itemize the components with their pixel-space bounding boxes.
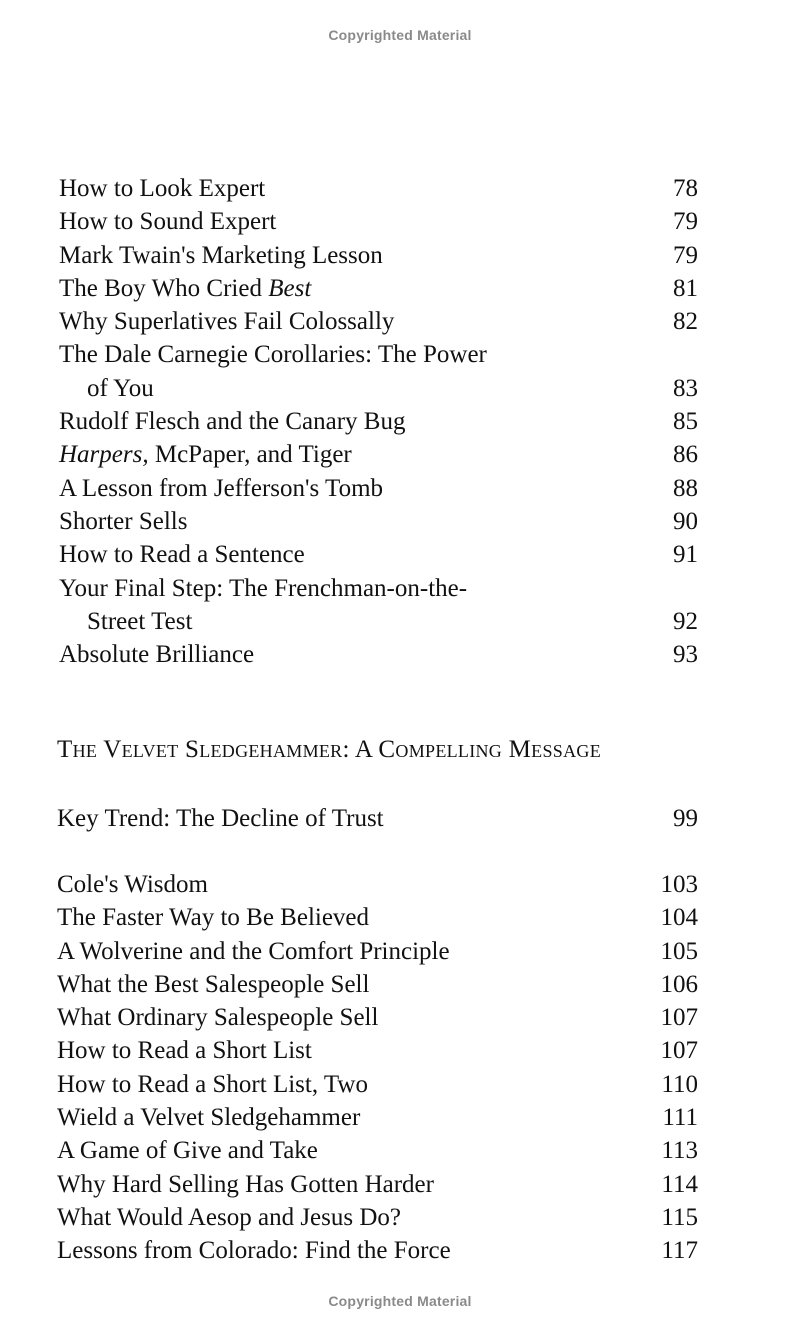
toc-entry-title-text: What the Best Salespeople Sell [57, 970, 370, 998]
toc-entry [0, 172, 800, 205]
toc-entry [0, 438, 800, 471]
toc-entry-title-text: A Wolverine and the Comfort Principle [57, 937, 450, 965]
toc-entry-title [87, 605, 192, 638]
toc-entry-title [59, 239, 383, 272]
toc-entry-title [59, 638, 254, 671]
toc-entry-title [59, 572, 467, 605]
toc-entry-title [59, 305, 394, 338]
toc-entry-title-text: What Would Aesop and Jesus Do? [57, 1203, 402, 1231]
toc-entry-page-number: 79 [673, 208, 698, 236]
toc-entry-title [57, 935, 450, 968]
toc-entry-page-number: 90 [673, 507, 698, 535]
toc-entry-title-text: What Ordinary Salespeople Sell [57, 1004, 379, 1032]
toc-entry-page-number: 105 [660, 937, 698, 965]
toc-entry-title-text: Street Test [87, 607, 193, 635]
toc-entry-title [57, 1234, 451, 1267]
toc-entry-title [59, 405, 405, 438]
toc-entry [0, 1234, 800, 1267]
toc-entry [0, 572, 800, 605]
toc-entry [0, 1034, 800, 1067]
toc-entry-title-text: McPaper, and Tiger [148, 441, 352, 469]
toc-entry [0, 1101, 800, 1134]
toc-entry-title-text: The Dale Carnegie Corollaries: The Power [59, 341, 487, 369]
toc-entry-page-number: 85 [673, 408, 698, 436]
toc-entry-title-text: A Lesson from Jefferson's Tomb [59, 474, 384, 502]
toc-entry-title-text: Cole's Wisdom [57, 871, 208, 898]
toc-entry-title [59, 505, 187, 538]
toc-entry [0, 1201, 800, 1234]
toc-entry [0, 1068, 800, 1101]
toc-entry [0, 239, 800, 272]
toc-entry [0, 205, 800, 238]
toc-entry-title-text: The Boy Who Cried [59, 274, 269, 302]
toc-entry-title-text: Shorter Sells [59, 507, 188, 535]
toc-entry-page-number: 91 [673, 541, 698, 569]
toc-entry-page-number: 104 [660, 904, 698, 932]
toc-entry-page-number: 81 [673, 274, 698, 302]
toc-entry-title [59, 172, 265, 205]
toc-entry-page-number: 82 [673, 308, 698, 336]
toc-entry-title-text: Absolute Brilliance [59, 641, 255, 669]
toc-entry-page-number: 88 [673, 474, 698, 502]
toc-entry-title-text: Lessons from Colorado: Find the Force [57, 1237, 451, 1265]
toc-entry-title [57, 1134, 318, 1167]
toc-section-list-c [0, 868, 800, 1268]
toc-entry [0, 505, 800, 538]
toc-entry-title-text: The Faster Way to Be Believed [57, 904, 370, 932]
toc-entry-page-number: 93 [673, 641, 698, 669]
toc-entry-title [59, 538, 305, 571]
toc-entry-title-text: Why Superlatives Fail Colossally [59, 308, 395, 336]
toc-entry-title [57, 1201, 401, 1234]
toc-entry [0, 1168, 800, 1201]
toc-entry-title [57, 1101, 360, 1134]
toc-entry-title [57, 1034, 312, 1067]
toc-entry-page-number: 78 [673, 175, 698, 202]
toc-entry-title-text: Wield a Velvet Sledgehammer [57, 1104, 361, 1132]
toc-entry-title [57, 802, 384, 835]
toc-entry-title-text: How to Read a Short List [57, 1037, 312, 1065]
toc-entry-title [57, 901, 369, 934]
toc-entry-title [59, 205, 276, 238]
toc-entry-title-text: Why Hard Selling Has Gotten Harder [57, 1170, 434, 1198]
toc-entry-title-text: of You [87, 374, 154, 402]
toc-entry [0, 272, 800, 305]
toc-entry [0, 968, 800, 1001]
toc-entry [0, 605, 800, 638]
toc-entry-title-text: Key Trend: The Decline of Trust [57, 805, 384, 832]
toc-entry-page-number: 117 [661, 1237, 698, 1265]
toc-entry [0, 638, 800, 671]
toc-entry [0, 405, 800, 438]
toc-entry-page-number: 111 [662, 1104, 698, 1132]
toc-entry [0, 1001, 800, 1034]
toc-entry [0, 1134, 800, 1167]
toc-entry [0, 538, 800, 571]
toc-entry [0, 305, 800, 338]
copyright-watermark-top: Copyrighted Material [328, 27, 472, 43]
toc-entry [0, 935, 800, 968]
toc-entry-page-number: 107 [660, 1037, 698, 1065]
toc-entry-title [57, 1001, 378, 1034]
toc-entry-title [57, 1068, 368, 1101]
toc-entry-page-number: 79 [673, 241, 698, 269]
section-heading: The Velvet Sledgehammer: A Compelling Message [57, 736, 601, 763]
toc-entry-page-number: 113 [661, 1137, 698, 1165]
toc-entry-page-number: 106 [660, 970, 698, 998]
toc-entry-page-number: 103 [660, 871, 698, 898]
toc-entry-title [59, 472, 383, 505]
toc-entry-page-number: 83 [673, 374, 698, 402]
toc-entry [0, 901, 800, 934]
toc-entry-title-text: How to Look Expert [59, 175, 266, 202]
toc-entry [0, 372, 800, 405]
copyright-watermark-bottom: Copyrighted Material [328, 1293, 472, 1309]
toc-entry-page-number: 86 [673, 441, 698, 469]
toc-entry-page-number: 115 [661, 1203, 698, 1231]
toc-entry-title-italic: Best [268, 274, 312, 302]
toc-entry-title [57, 1168, 434, 1201]
toc-entry [0, 472, 800, 505]
toc-entry-page-number: 92 [673, 607, 698, 635]
toc-entry-title-text: How to Sound Expert [59, 208, 277, 236]
toc-section-list-a [0, 172, 800, 671]
toc-section-list-b [0, 802, 800, 835]
toc-entry-title-text: Your Final Step: The Frenchman-on-the- [59, 574, 468, 602]
toc-entry-title [57, 968, 369, 1001]
toc-entry-page-number: 110 [661, 1070, 698, 1098]
toc-entry-title-text: A Game of Give and Take [57, 1137, 318, 1165]
toc-entry-title-italic: Harpers, [59, 441, 149, 469]
toc-entry-page-number: 114 [661, 1170, 698, 1198]
toc-entry-title [87, 372, 154, 405]
toc-entry [0, 868, 800, 901]
toc-entry-page-number: 107 [660, 1004, 698, 1032]
toc-entry-title-text: Rudolf Flesch and the Canary Bug [59, 408, 406, 436]
toc-entry-title [59, 438, 352, 471]
toc-entry-page-number: 99 [673, 805, 698, 832]
toc-entry-title-text: How to Read a Sentence [59, 541, 305, 569]
toc-entry-title-text: How to Read a Short List, Two [57, 1070, 368, 1098]
toc-entry-title [57, 868, 208, 901]
toc-entry-title-text: Mark Twain's Marketing Lesson [59, 241, 383, 269]
toc-entry-title [59, 338, 487, 371]
toc-entry [0, 802, 800, 835]
toc-entry-title [59, 272, 311, 305]
toc-entry [0, 338, 800, 371]
